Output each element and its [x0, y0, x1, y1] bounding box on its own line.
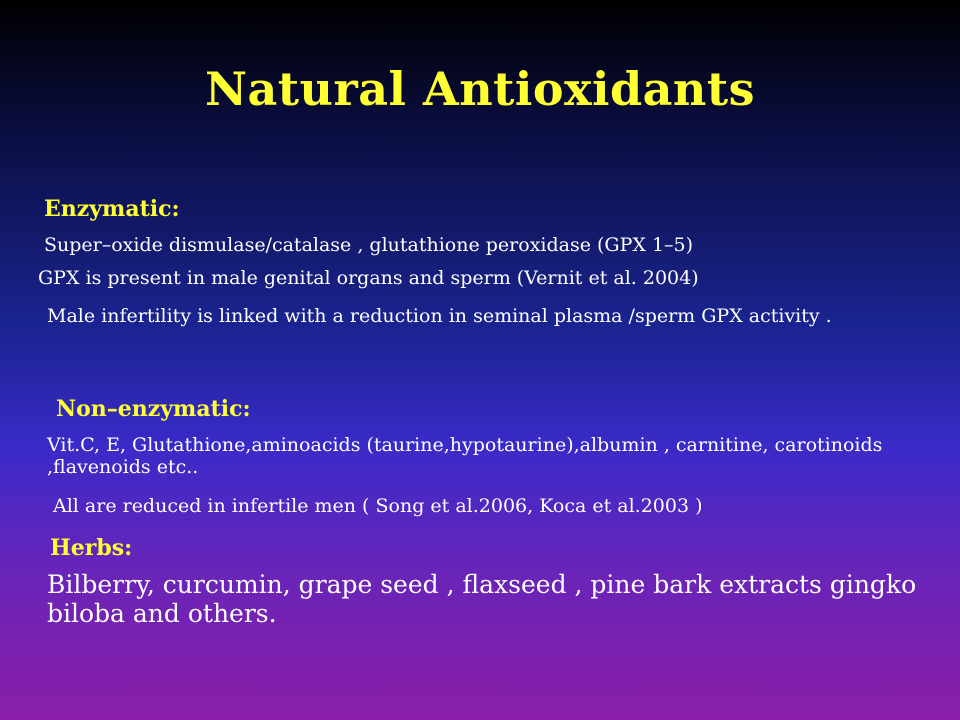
herbs-heading: Herbs:: [50, 535, 133, 561]
slide-title: Natural Antioxidants: [204, 62, 756, 116]
enzymatic-line-1: Super–oxide dismulase/catalase , glutathione peroxidase (GPX 1–5): [44, 234, 694, 256]
non-enzymatic-line-2: All are reduced in infertile men ( Song et al.2006, Koca et al.2003 ): [53, 495, 703, 517]
non-enzymatic-line-1: Vit.C, E, Glutathione,aminoacids (taurine,hypotaurine),albumin , carnitine, carotinoids ,flavenoids etc..: [47, 434, 883, 478]
herbs-line-1: Bilberry, curcumin, grape seed , flaxseed , pine bark extracts gingko biloba and others.: [47, 570, 917, 628]
enzymatic-heading: Enzymatic:: [44, 196, 180, 222]
enzymatic-line-3: Male infertility is linked with a reduction in seminal plasma /sperm GPX activity .: [47, 305, 832, 327]
enzymatic-line-2: GPX is present in male genital organs and sperm (Vernit et al. 2004): [38, 267, 699, 289]
non-enzymatic-heading: Non–enzymatic:: [56, 396, 251, 422]
